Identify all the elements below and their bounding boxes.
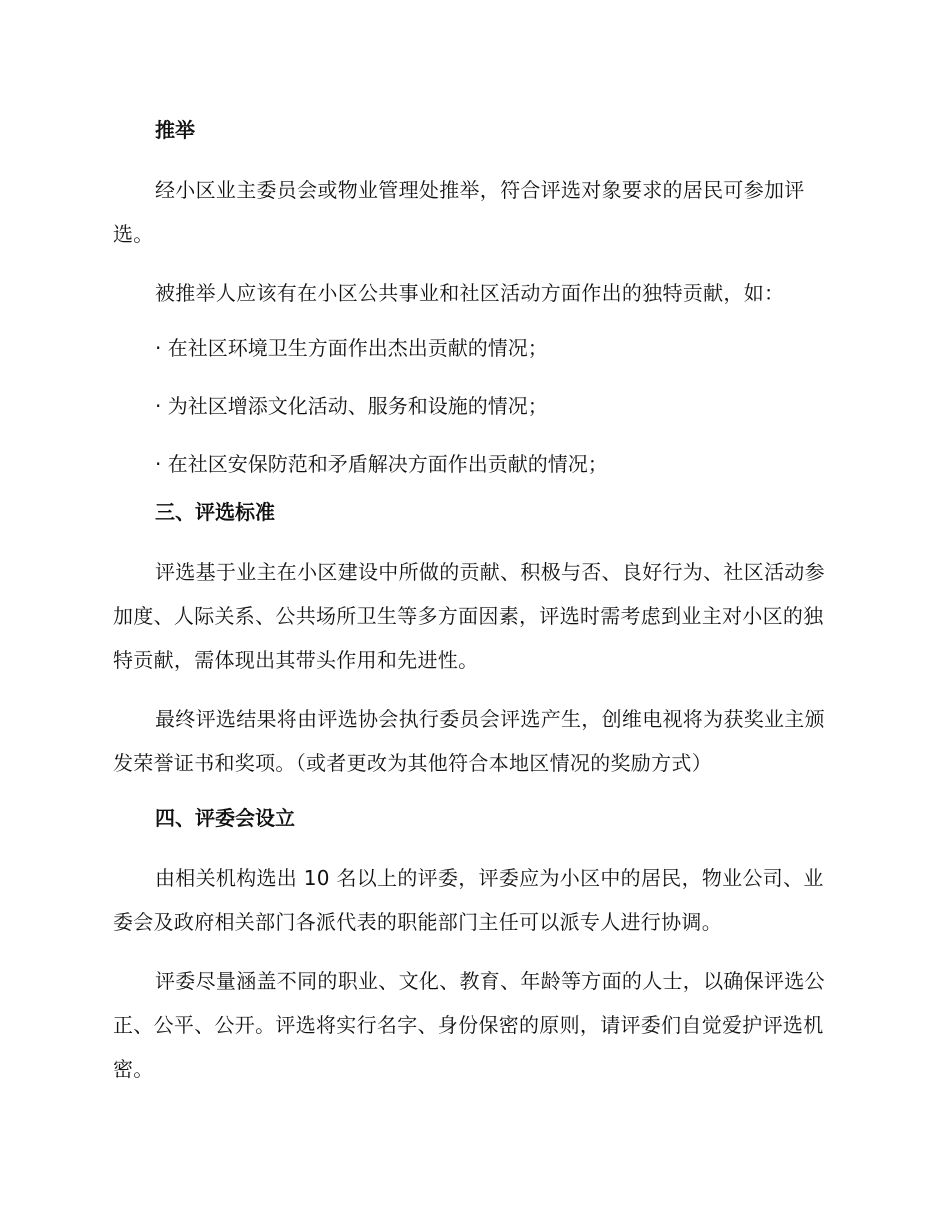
bullet-item-3: · 在社区安保防范和矛盾解决方面作出贡献的情况； — [155, 452, 608, 476]
bullet-item-1: · 在社区环境卫生方面作出杰出贡献的情况； — [155, 336, 548, 360]
paragraph-committee-members: 由相关机构选出 10 名以上的评委，评委应为小区中的居民，物业公司、业委会及政府相关部门各派代表的职能部门主任可以派专人进行协调。 — [113, 866, 824, 934]
heading-standard: 三、评选标准 — [155, 500, 275, 524]
paragraph-standard-basis: 评选基于业主在小区建设中所做的贡献、积极与否、良好行为、社区活动参加度、人际关系、公共场所卫生等多方面因素，评选时需考虑到业主对小区的独特贡献，需体现出其带头作用和先进性。 — [113, 560, 825, 672]
paragraph-recommend-intro: 经小区业主委员会或物业管理处推举，符合评选对象要求的居民可参加评选。 — [113, 178, 805, 246]
paragraph-recommend-criteria: 被推举人应该有在小区公共事业和社区活动方面作出的独特贡献，如： — [155, 281, 785, 305]
paragraph-committee-coverage: 评委尽量涵盖不同的职业、文化、教育、年龄等方面的人士，以确保评选公正、公平、公开。评选将实行名字、身份保密的原则，请评委们自觉爱护评选机密。 — [113, 969, 825, 1081]
document-body — [113, 112, 831, 1106]
bullet-item-2: · 为社区增添文化活动、服务和设施的情况； — [155, 394, 548, 418]
paragraph-standard-result: 最终评选结果将由评选协会执行委员会评选产生，创维电视将为获奖业主颁发荣誉证书和奖项。（或者更改为其他符合本地区情况的奖励方式） — [113, 707, 825, 775]
heading-committee: 四、评委会设立 — [155, 806, 295, 830]
heading-recommend: 推举 — [155, 118, 195, 142]
